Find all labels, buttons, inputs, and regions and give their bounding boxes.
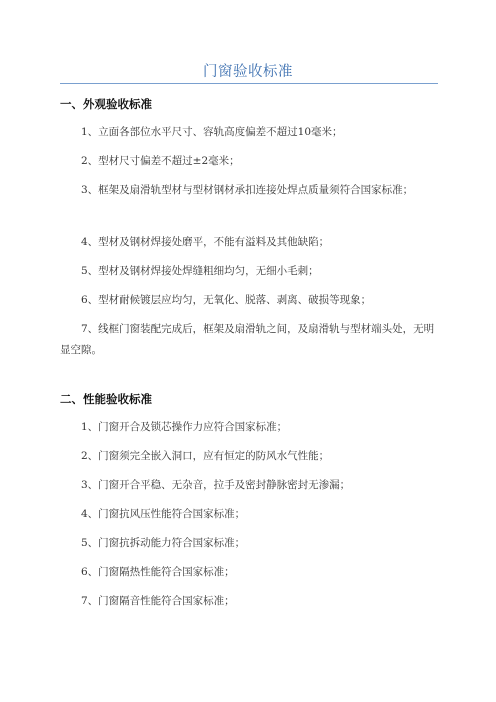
list-item: 2、门窗须完全嵌入洞口，应有恒定的防风水气性能； (81, 450, 330, 462)
list-item: 3、框架及扇滑轨型材与型材钢材承扣连接处焊点质量须符合国家标准； (81, 184, 414, 196)
document-title: 门窗验收标准 (203, 64, 293, 80)
list-item: 6、门窗隔热性能符合国家标准； (81, 566, 235, 578)
list-item: 7、线框门窗装配完成后，框架及扇滑轨之间，及扇滑轨与型材端头处，无明显空隙。 (60, 323, 435, 356)
list-item: 1、立面各部位水平尺寸、容轨高度偏差不超过10毫米； (81, 126, 343, 138)
list-item: 7、门窗隔音性能符合国家标准； (81, 595, 235, 607)
list-item: 3、门窗开合平稳、无杂音，拉手及密封静脉密封无渗漏； (81, 479, 351, 491)
list-item: 1、门窗开合及锁芯操作力应符合国家标准； (81, 421, 288, 433)
list-item: 2、型材尺寸偏差不超过±2毫米； (81, 155, 240, 167)
title-divider (60, 83, 438, 84)
list-item: 6、型材耐候镀层应均匀，无氧化、脱落、剥离、破损等现象； (81, 294, 372, 306)
list-item: 4、型材及钢材焊接处磨平，不能有溢料及其他缺陷； (81, 236, 330, 248)
section-heading-appearance: 一、外观验收标准 (60, 97, 152, 111)
section-heading-performance: 二、性能验收标准 (60, 392, 152, 406)
list-item: 5、型材及钢材焊接处焊缝粗细均匀，无细小毛刺； (81, 265, 319, 277)
list-item: 4、门窗抗风压性能符合国家标准； (81, 508, 246, 520)
list-item: 5、门窗抗拆动能力符合国家标准； (81, 537, 246, 549)
